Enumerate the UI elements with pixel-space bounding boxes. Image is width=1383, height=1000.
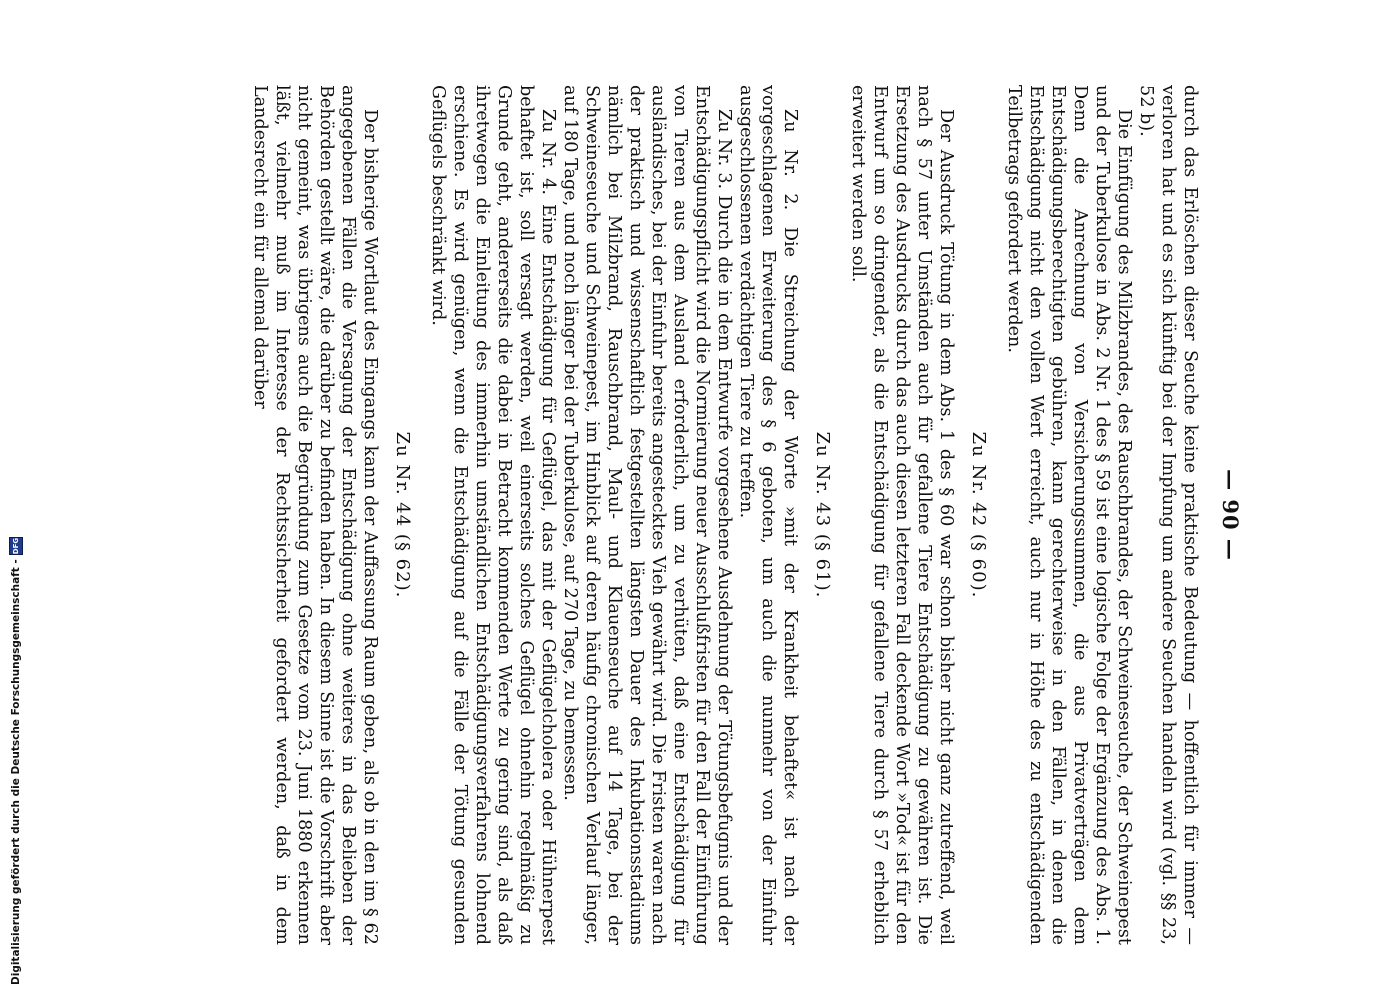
digitization-credit — [6, 0, 26, 1000]
section-nr-42 — [847, 85, 989, 945]
section-heading: Zu Nr. 42 (§ 60). — [968, 431, 989, 599]
section-heading: Zu Nr. 43 (§ 61). — [812, 431, 833, 599]
section-paragraph: Zu Nr. 3. Durch die in dem Entwurfe vorgesehene Ausdehnung der Tötungsbefugnis und der Entschädigungspflicht wird die Normierung neuer Ausschlußfristen für den Fall der Einführung von Tieren aus dem Ausland erforderlich, um zu verhüten, daß eine Entschädigung für ausländisches, bei der Einfuhr bereits angestecktes Vieh gewährt wird. Die Fristen waren nach der praktisch und wissenschaftlich festgestellten längsten Dauer des Inkubationsstadiums nämlich bei Milzbrand, Rauschbrand, Maul- und Klauenseuche auf 14 Tage, bei der Schweineseuche und Schweinepest, im Hinblick auf deren häufig chronischen Verlauf länger, auf 180 Tage, und noch länger bei der Tuberkulose, auf 270 Tage, zu bemessen. — [560, 85, 734, 945]
section-nr-44 — [249, 85, 413, 945]
dfg-logo-icon: DFG — [9, 537, 23, 555]
intro-paragraph-2: Die Einfügung des Milzbrandes, des Rauschbrandes, der Schweineseuche, der Schweinepest und der Tuberkulose in Abs. 2 Nr. 1 des § 59 ist eine logische Folge der Ergänzung des Abs. 1. Denn die Anrechnung von Versicherungssummen, die aus Privatverträgen dem Entschädigungsberechtigten gebühren, kann gerechterweise in den Fällen, in denen die Entschädigung nicht den vollen Wert erreicht, auch nur in Höhe des zu entschädigenden Teilbetrags gefordert werden. — [1004, 85, 1134, 945]
section-nr-43 — [427, 85, 833, 945]
page-number: — 90 — — [1218, 469, 1243, 561]
intro-block — [1003, 85, 1201, 945]
section-paragraph: Der bisherige Wortlaut des Eingangs kann der Auffassung Raum geben, als ob in den im § 62 angegebenen Fällen die Versagung der Entschädigung ohne weiteres in das Belieben der Behörden gestellt wäre, die darüber zu befinden haben. In diesem Sinne ist die Vorschrift aber nicht gemeint, was übrigens auch die Begründung zum Gesetze vom 23. Juni 1880 erkennen läßt, vielmehr muß im Interesse der Rechtssicherheit gefordert werden, daß in dem Landesrecht ein für allemal darüber — [250, 85, 380, 945]
intro-paragraph-1: durch das Erlöschen dieser Seuche keine praktische Bedeutung — hoffentlich für immer — verloren hat und es sich künftig bei der Impfung um andere Seuchen handeln wird (vgl. §§ 23, 52 b). — [1136, 85, 1200, 945]
section-heading: Zu Nr. 44 (§ 62). — [392, 431, 413, 599]
digitization-credit-line — [8, 537, 24, 985]
section-paragraph: Zu Nr. 4. Eine Entschädigung für Geflügel, das mit der Geflügelcholera oder Hühnerpest behaftet ist, soll versagt werden, weil einerseits solches Geflügel ohnehin regelmäßig zu Grunde geht, andererseits die dabei in Betracht kommenden Werte zu gering sind, als daß ihretwegen die Einleitung des immerhin umständlichen Entschädigungsverfahrens lohnend erschiene. Es wird genügen, wenn die Entschädigung auf die Fälle der Tötung gesunden Geflügels beschränkt wird. — [428, 85, 558, 945]
section-paragraph: Zu Nr. 2. Die Streichung der Worte »mit der Krankheit behaftet« ist nach der vorgeschlagenen Erweiterung des § 6 geboten, um auch die nunmehr von der Einfuhr ausgeschlossenen verdächtigen Tiere zu treffen. — [736, 85, 800, 945]
rotated-page-content — [135, 85, 1245, 945]
section-paragraph: Der Ausdruck Tötung in dem Abs. 1 des § 60 war schon bisher nicht ganz zutreffend, weil nach § 57 unter Umständen auch für gefallene Tiere Entschädigung zu gewähren ist. Die Ersetzung des Ausdrucks durch das auch diesen letzteren Fall deckende Wort »Tod« ist für den Entwurf um so dringender, als die Entschädigung für gefallene Tiere durch § 57 erheblich erweitert werden soll. — [848, 85, 956, 945]
digitization-credit-text: Digitalisierung gefördert durch die Deutsche Forschungsgemeinschaft - — [10, 559, 22, 985]
